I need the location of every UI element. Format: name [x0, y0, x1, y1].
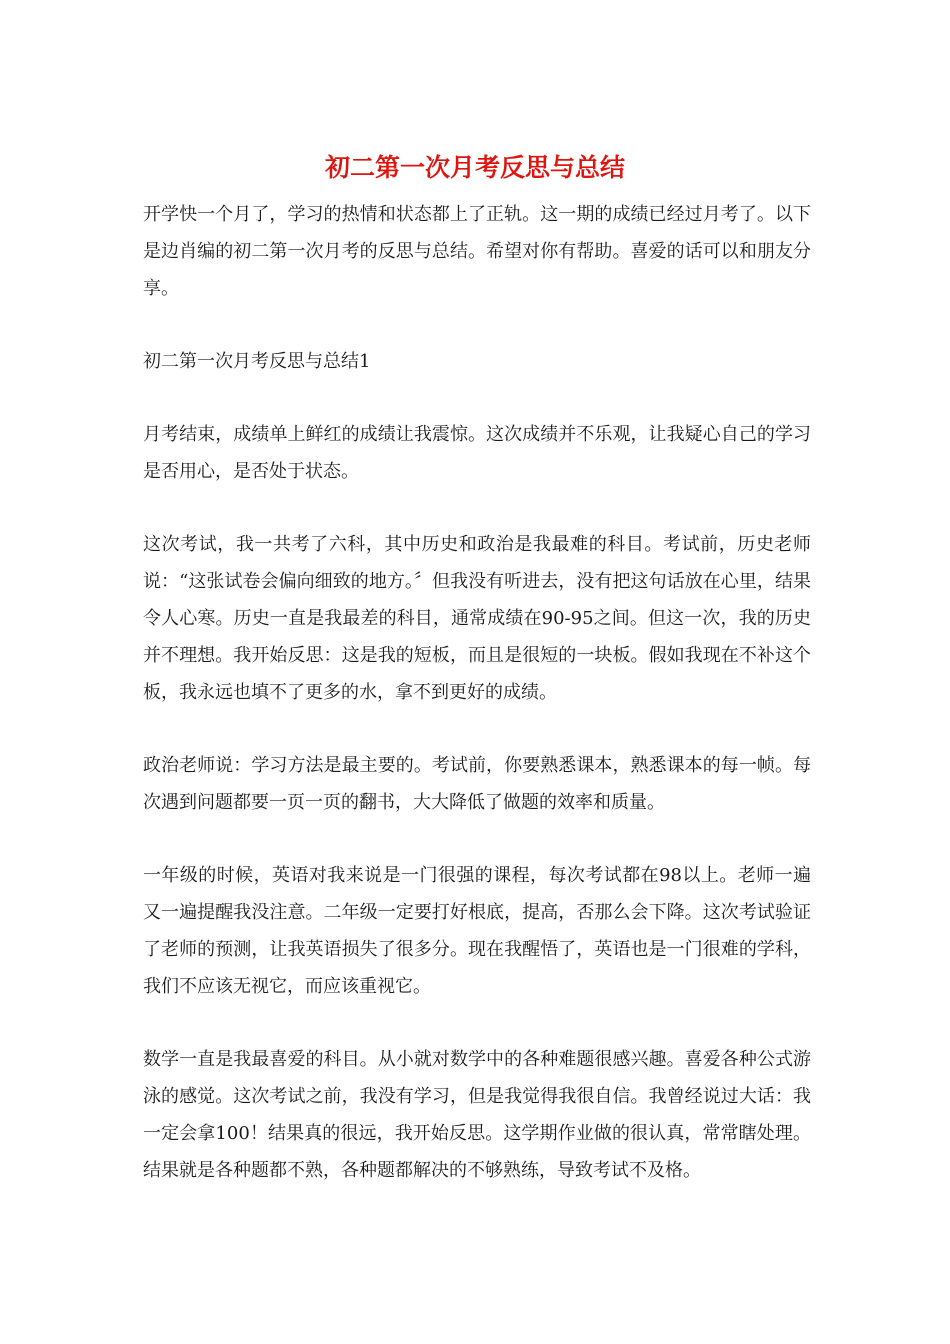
document-title: 初二第一次月考反思与总结 [324, 153, 625, 182]
intro-paragraph: 开学快一个月了，学习的热情和状态都上了正轨。这一期的成绩已经过月考了。以下是边肖编的初二第一次月考的反思与总结。希望对你有帮助。喜爱的话可以和朋友分享。 [143, 204, 811, 299]
body-paragraph: 数学一直是我最喜爱的科目。从小就对数学中的各种难题很感兴趣。喜爱各种公式游泳的感觉。这次考试之前，我没有学习，但是我觉得我很自信。我曾经说过大话：我一定会拿100！结果真的很远，我开始反思。这学期作业做的很认真，常常瞎处理。结果就是各种题都不熟，各种题都解决的不够熟练，导致考试不及格。 [143, 1049, 811, 1181]
body-paragraph: 这次考试，我一共考了六科，其中历史和政治是我最难的科目。考试前，历史老师说：“这张试卷会偏向细致的地方。〞但我没有听进去，没有把这句话放在心里，结果令人心寒。历史一直是我最差的科目，通常成绩在90-95之间。但这一次，我的历史并不理想。我开始反思：这是我的短板，而且是很短的一块板。假如我现在不补这个板，我永远也填不了更多的水，拿不到更好的成绩。 [143, 534, 811, 703]
document-body [143, 196, 811, 1225]
body-paragraph: 月考结束，成绩单上鲜红的成绩让我震惊。这次成绩并不乐观，让我疑心自己的学习是否用心，是否处于状态。 [143, 424, 811, 482]
section-heading: 初二第一次月考反思与总结1 [143, 351, 371, 372]
body-paragraph: 政治老师说：学习方法是最主要的。考试前，你要熟悉课本，熟悉课本的每一帧。每次遇到问题都要一页一页的翻书，大大降低了做题的效率和质量。 [143, 755, 811, 813]
body-paragraph: 一年级的时候，英语对我来说是一门很强的课程，每次考试都在98以上。老师一遍又一遍提醒我没注意。二年级一定要打好根底，提高，否那么会下降。这次考试验证了老师的预测，让我英语损失了很多分。现在我醒悟了，英语也是一门很难的学科，我们不应该无视它，而应该重视它。 [143, 865, 811, 997]
